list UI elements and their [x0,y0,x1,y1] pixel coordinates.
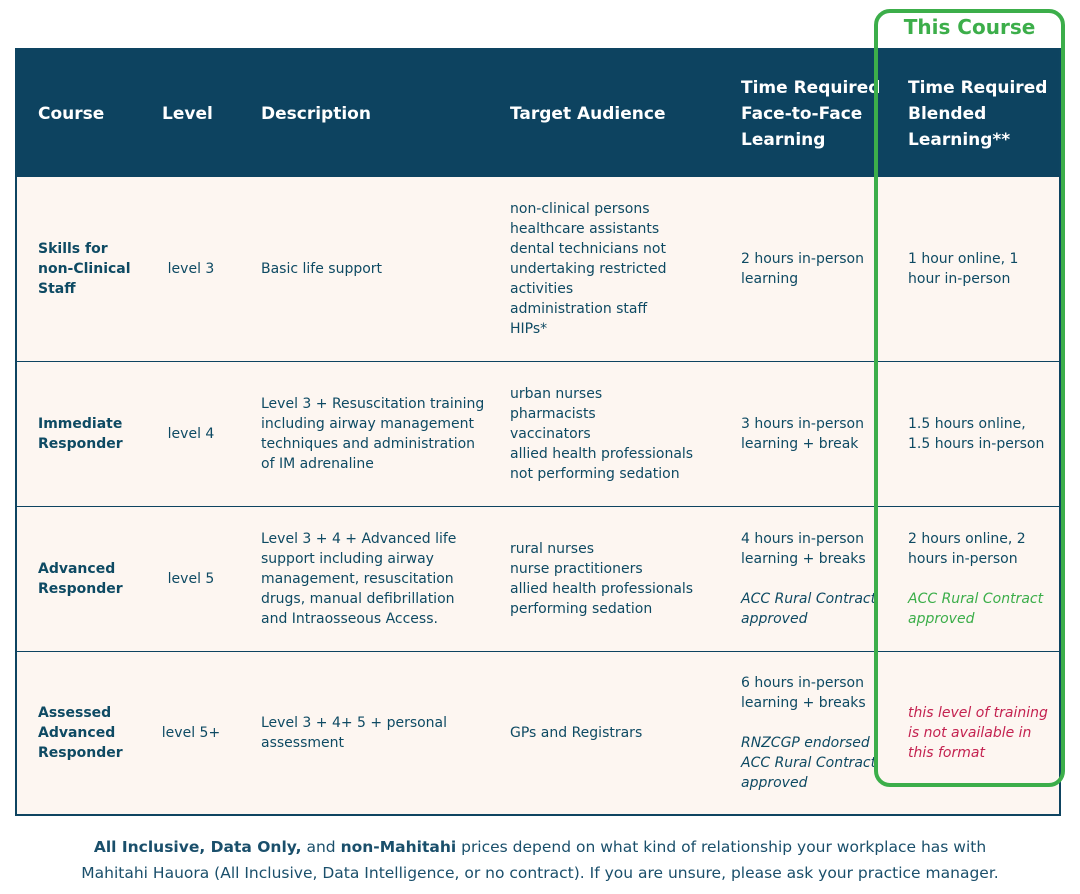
table-row [17,652,1059,814]
face-to-face-time: 6 hours in-person learning + breaks RNZCGP endorsed ACC Rural Contract approved [741,675,877,791]
course-level: level 4 [167,426,215,442]
acc-rural-note-blended: ACC Rural Contract [908,591,1044,607]
course-comparison-table [15,48,1061,816]
course-level: level 5 [167,571,215,587]
header-course: Course [38,103,105,124]
blended-time: 1 hour online, 1 hour in-person [908,251,1019,287]
course-name: Advanced Responder [38,561,123,597]
table-row [17,177,1059,362]
pricing-footnote: All Inclusive, Data Only, and non-Mahitahi prices depend on what kind of relationship your workplace has with Mahitahi Hauora (All Inclusive, Data Intelligence, or no contract). If you are unsure, please ask your practice manager. [81,838,999,882]
target-audience: rural nurses nurse practitioners allied health professionals performing sedation [510,541,694,617]
course-level: level 5+ [161,725,221,741]
face-to-face-time: 3 hours in-person learning + break [741,416,864,452]
acc-rural-note: ACC Rural Contract [741,591,877,607]
face-to-face-time: 2 hours in-person learning [741,251,864,287]
course-description: Basic life support [261,261,383,277]
blended-time: 1.5 hours online, 1.5 hours in-person [908,416,1045,452]
rnzcgp-note: RNZCGP endorsed [741,735,870,751]
face-to-face-time: 4 hours in-person learning + breaks ACC Rural Contract approved [741,531,877,627]
course-level: level 3 [167,261,215,277]
blended-time: 2 hours online, 2 hours in-person ACC Rural Contract approved [908,531,1044,627]
blended-unavailable: this level of training is not available in this format [908,705,1048,761]
target-audience: urban nurses pharmacists vaccinators allied health professionals not performing sedation [510,386,694,482]
course-name: Assessed Advanced Responder [38,705,123,761]
target-audience: GPs and Registrars [510,725,643,741]
course-name: Immediate Responder [38,416,123,452]
header-face-to-face: Time Required Face-to-Face Learning [741,77,881,150]
course-name: Skills for non-Clinical Staff [38,241,131,297]
table-row [17,507,1059,652]
course-description: Level 3 + Resuscitation training including airway management techniques and administration of IM adrenaline [261,396,485,472]
target-audience: non-clinical persons healthcare assistants dental technicians not undertaking restricted activities administration staff HIPs* [510,201,667,337]
header-target-audience: Target Audience [510,103,666,124]
table-header-row [17,50,1059,177]
header-description: Description [261,103,371,124]
table-row [17,362,1059,507]
course-description: Level 3 + 4+ 5 + personal assessment [261,715,448,751]
header-level: Level [162,103,213,124]
header-blended: Time Required Blended Learning** [908,77,1048,150]
course-description: Level 3 + 4 + Advanced life support including airway management, resuscitation drugs, manual defibrillation and Intraosseous Access. [261,531,457,627]
this-course-label: This Course [903,15,1036,39]
